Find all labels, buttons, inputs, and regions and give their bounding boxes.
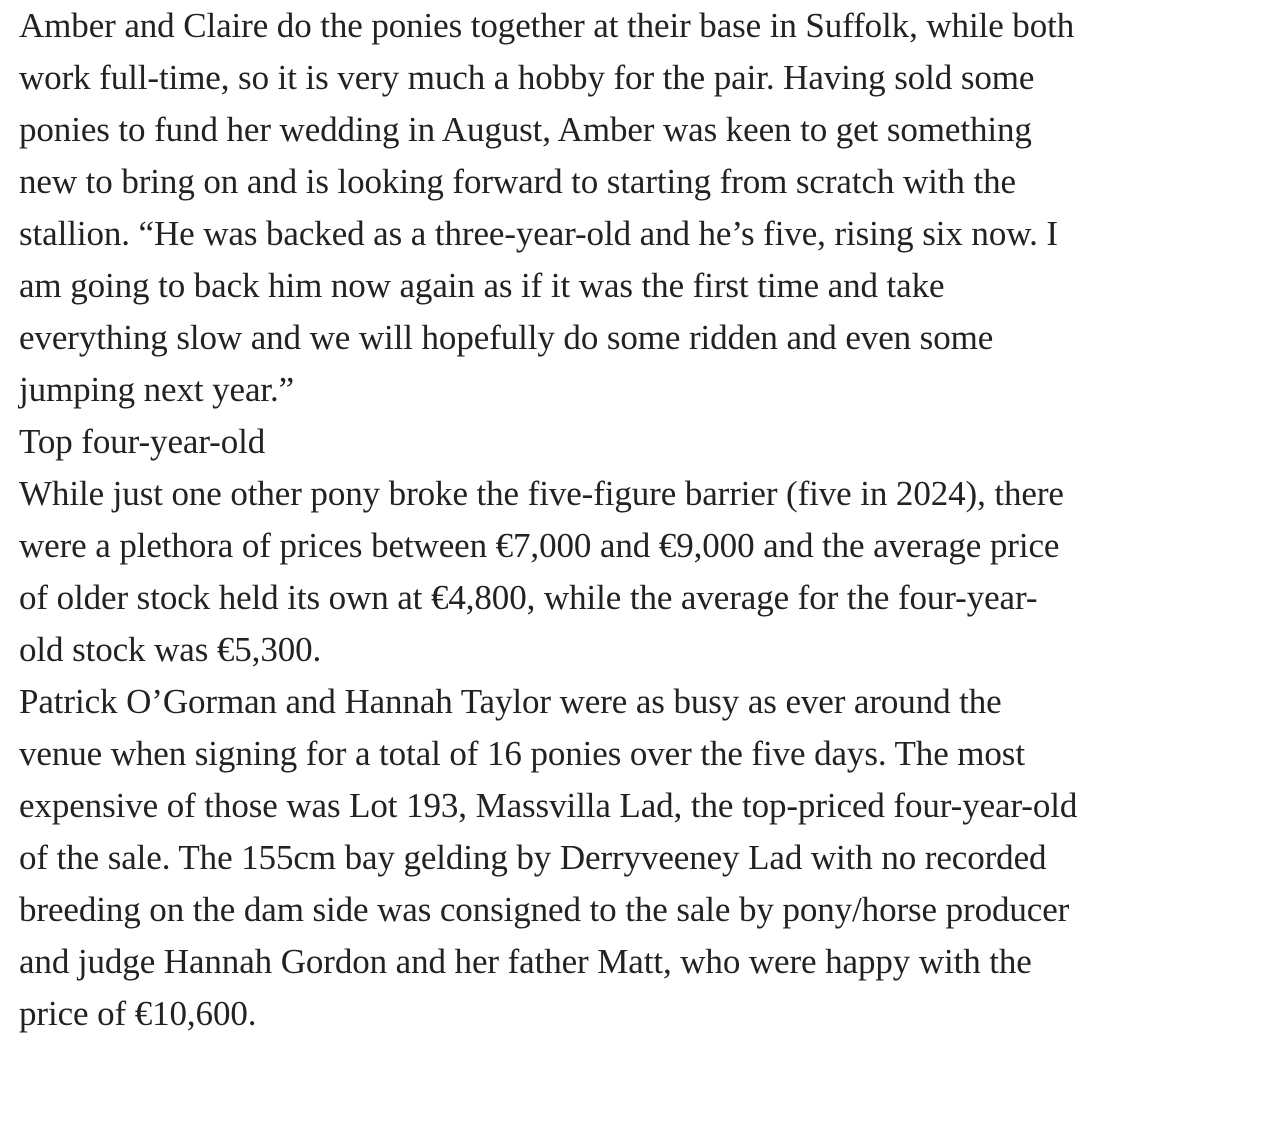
article-paragraph: Amber and Claire do the ponies together at their base in Suffolk, while both work full-time, so it is very much a hobby for the pair. Having sold some ponies to fund her wedding in August, Amber was keen to get something new to bring on and is looking forward to starting from scratch with the stallion. “He was backed as a three-year-old and he’s five, rising six now. I am going to back him now again as if it was the first time and take everything slow and we will hopefully do some ridden and even some jumping next year.” bbox=[19, 6, 1075, 409]
article-paragraph: Patrick O’Gorman and Hannah Taylor were as busy as ever around the venue when signing for a total of 16 ponies over the five days. The most expensive of those was Lot 193, Massvilla Lad, the top-priced four-year-old of the sale. The 155cm bay gelding by Derryveeney Lad with no recorded breeding on the dam side was consigned to the sale by pony/horse producer and judge Hannah Gordon and her father Matt, who were happy with the price of €10,600. bbox=[19, 682, 1078, 1033]
article-body bbox=[19, 0, 1255, 1040]
article-paragraph: While just one other pony broke the five-figure barrier (five in 2024), there were a plethora of prices between €7,000 and €9,000 and the average price of older stock held its own at €4,800, while the average for the four-year- old stock was €5,300. bbox=[19, 474, 1064, 669]
section-subheading: Top four-year-old bbox=[19, 422, 266, 461]
